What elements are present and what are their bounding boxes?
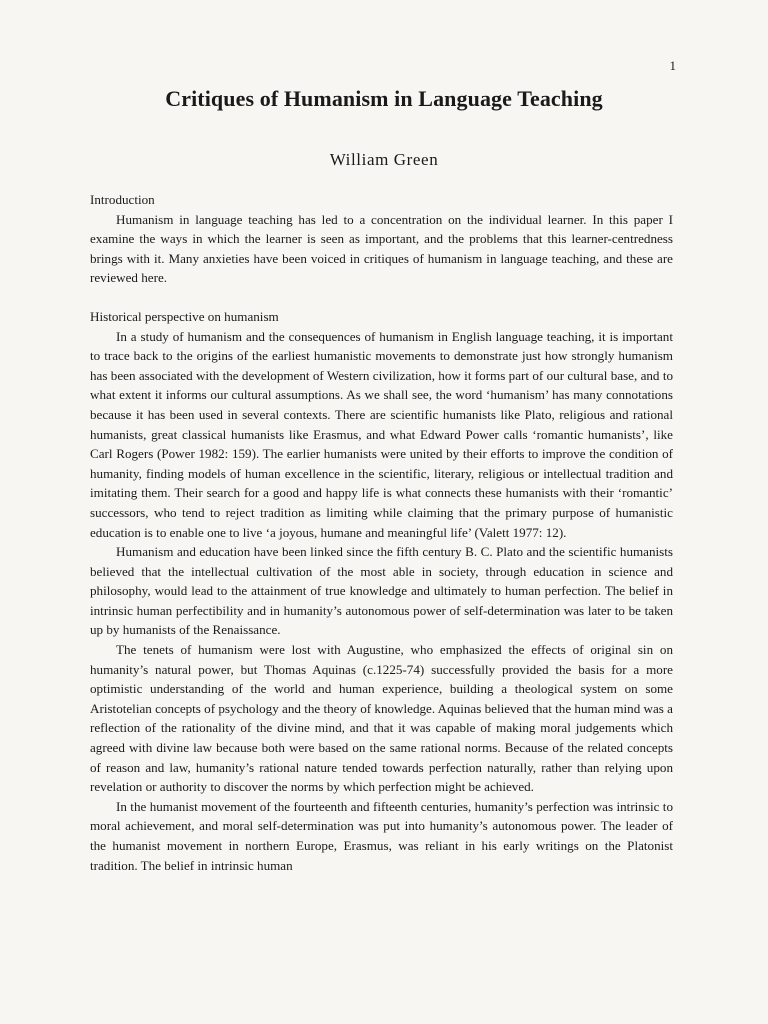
paragraph: In the humanist movement of the fourteenth and fifteenth centuries, humanity’s perfection was intrinsic to moral achievement, and moral self-determination was put into humanity’s autonomous power. The leader of the humanist movement in northern Europe, Erasmus, was reliant in his early writings on the Platonist tradition. The belief in intrinsic human	[90, 798, 673, 873]
section-heading-introduction: Introduction	[90, 192, 155, 207]
paragraph: Humanism in language teaching has led to a concentration on the individual learner. In this paper I examine the ways in which the learner is seen as important, and the problems that this learner-centredness brings with it. Many anxieties have been voiced in critiques of humanism in language teaching, and these are reviewed here.	[90, 211, 673, 286]
author-name: William Green	[329, 150, 439, 169]
paragraph: Humanism and education have been linked since the fifth century B. C. Plato and the scientific humanists believed that the intellectual cultivation of the most able in society, through education in science and philosophy, would lead to the attainment of true knowledge and ultimately to human perfection. The belief in intrinsic human perfectibility and in humanity’s autonomous power of self-determination was later to be taken up by humanists of the Renaissance.	[90, 544, 673, 638]
section-heading-historical-perspective: Historical perspective on humanism	[90, 308, 279, 324]
paragraph: The tenets of humanism were lost with Augustine, who emphasized the effects of original sin on humanity’s natural power, but Thomas Aquinas (c.1225-74) successfully provided the basis for a more optimistic understanding of the world and human experience, building a theological system on some Aristotelian concepts of psychology and the theory of knowledge. Aquinas believed that the human mind was a reflection of the rationality of the divine mind, and that it was capable of making moral judgements which agreed with divine law because both were based on the same rational norms. Because of the related concepts of reason and law, humanity’s rational nature tended towards perfection naturally, rather than relying upon revelation or authority to discover the norms by which perfection might be achieved.	[90, 642, 673, 795]
paper-title: Critiques of Humanism in Language Teaching	[165, 86, 603, 111]
section-spacer	[90, 288, 673, 307]
body-text	[90, 190, 673, 875]
page-number: 1	[669, 58, 676, 73]
paragraph: In a study of humanism and the consequences of humanism in English language teaching, it is important to trace back to the origins of the earliest humanistic movements to demonstrate just how strongly humanism has been associated with the development of Western civilization, how it forms part of our cultural base, and to what extent it informs our cultural assumptions. As we shall see, the word ‘humanism’ has many connotations because it has been used in several contexts. There are scientific humanists like Plato, religious and rational humanists, great classical humanists like Erasmus, and what Edward Power calls ‘romantic humanists’, like Carl Rogers (Power 1982: 159). The earlier humanists were united by their efforts to improve the condition of humanity, finding models of human excellence in the scientific, literary, religious or intellectual tradition and imitating them. Their search for a good and happy life is what connects these humanists with their ‘romantic’ successors, who tend to reject tradition as limiting while claiming that the primary purpose of humanistic education is to enable one to live ‘a joyous, humane and meaningful life’ (Valett 1977: 12).	[90, 328, 673, 540]
